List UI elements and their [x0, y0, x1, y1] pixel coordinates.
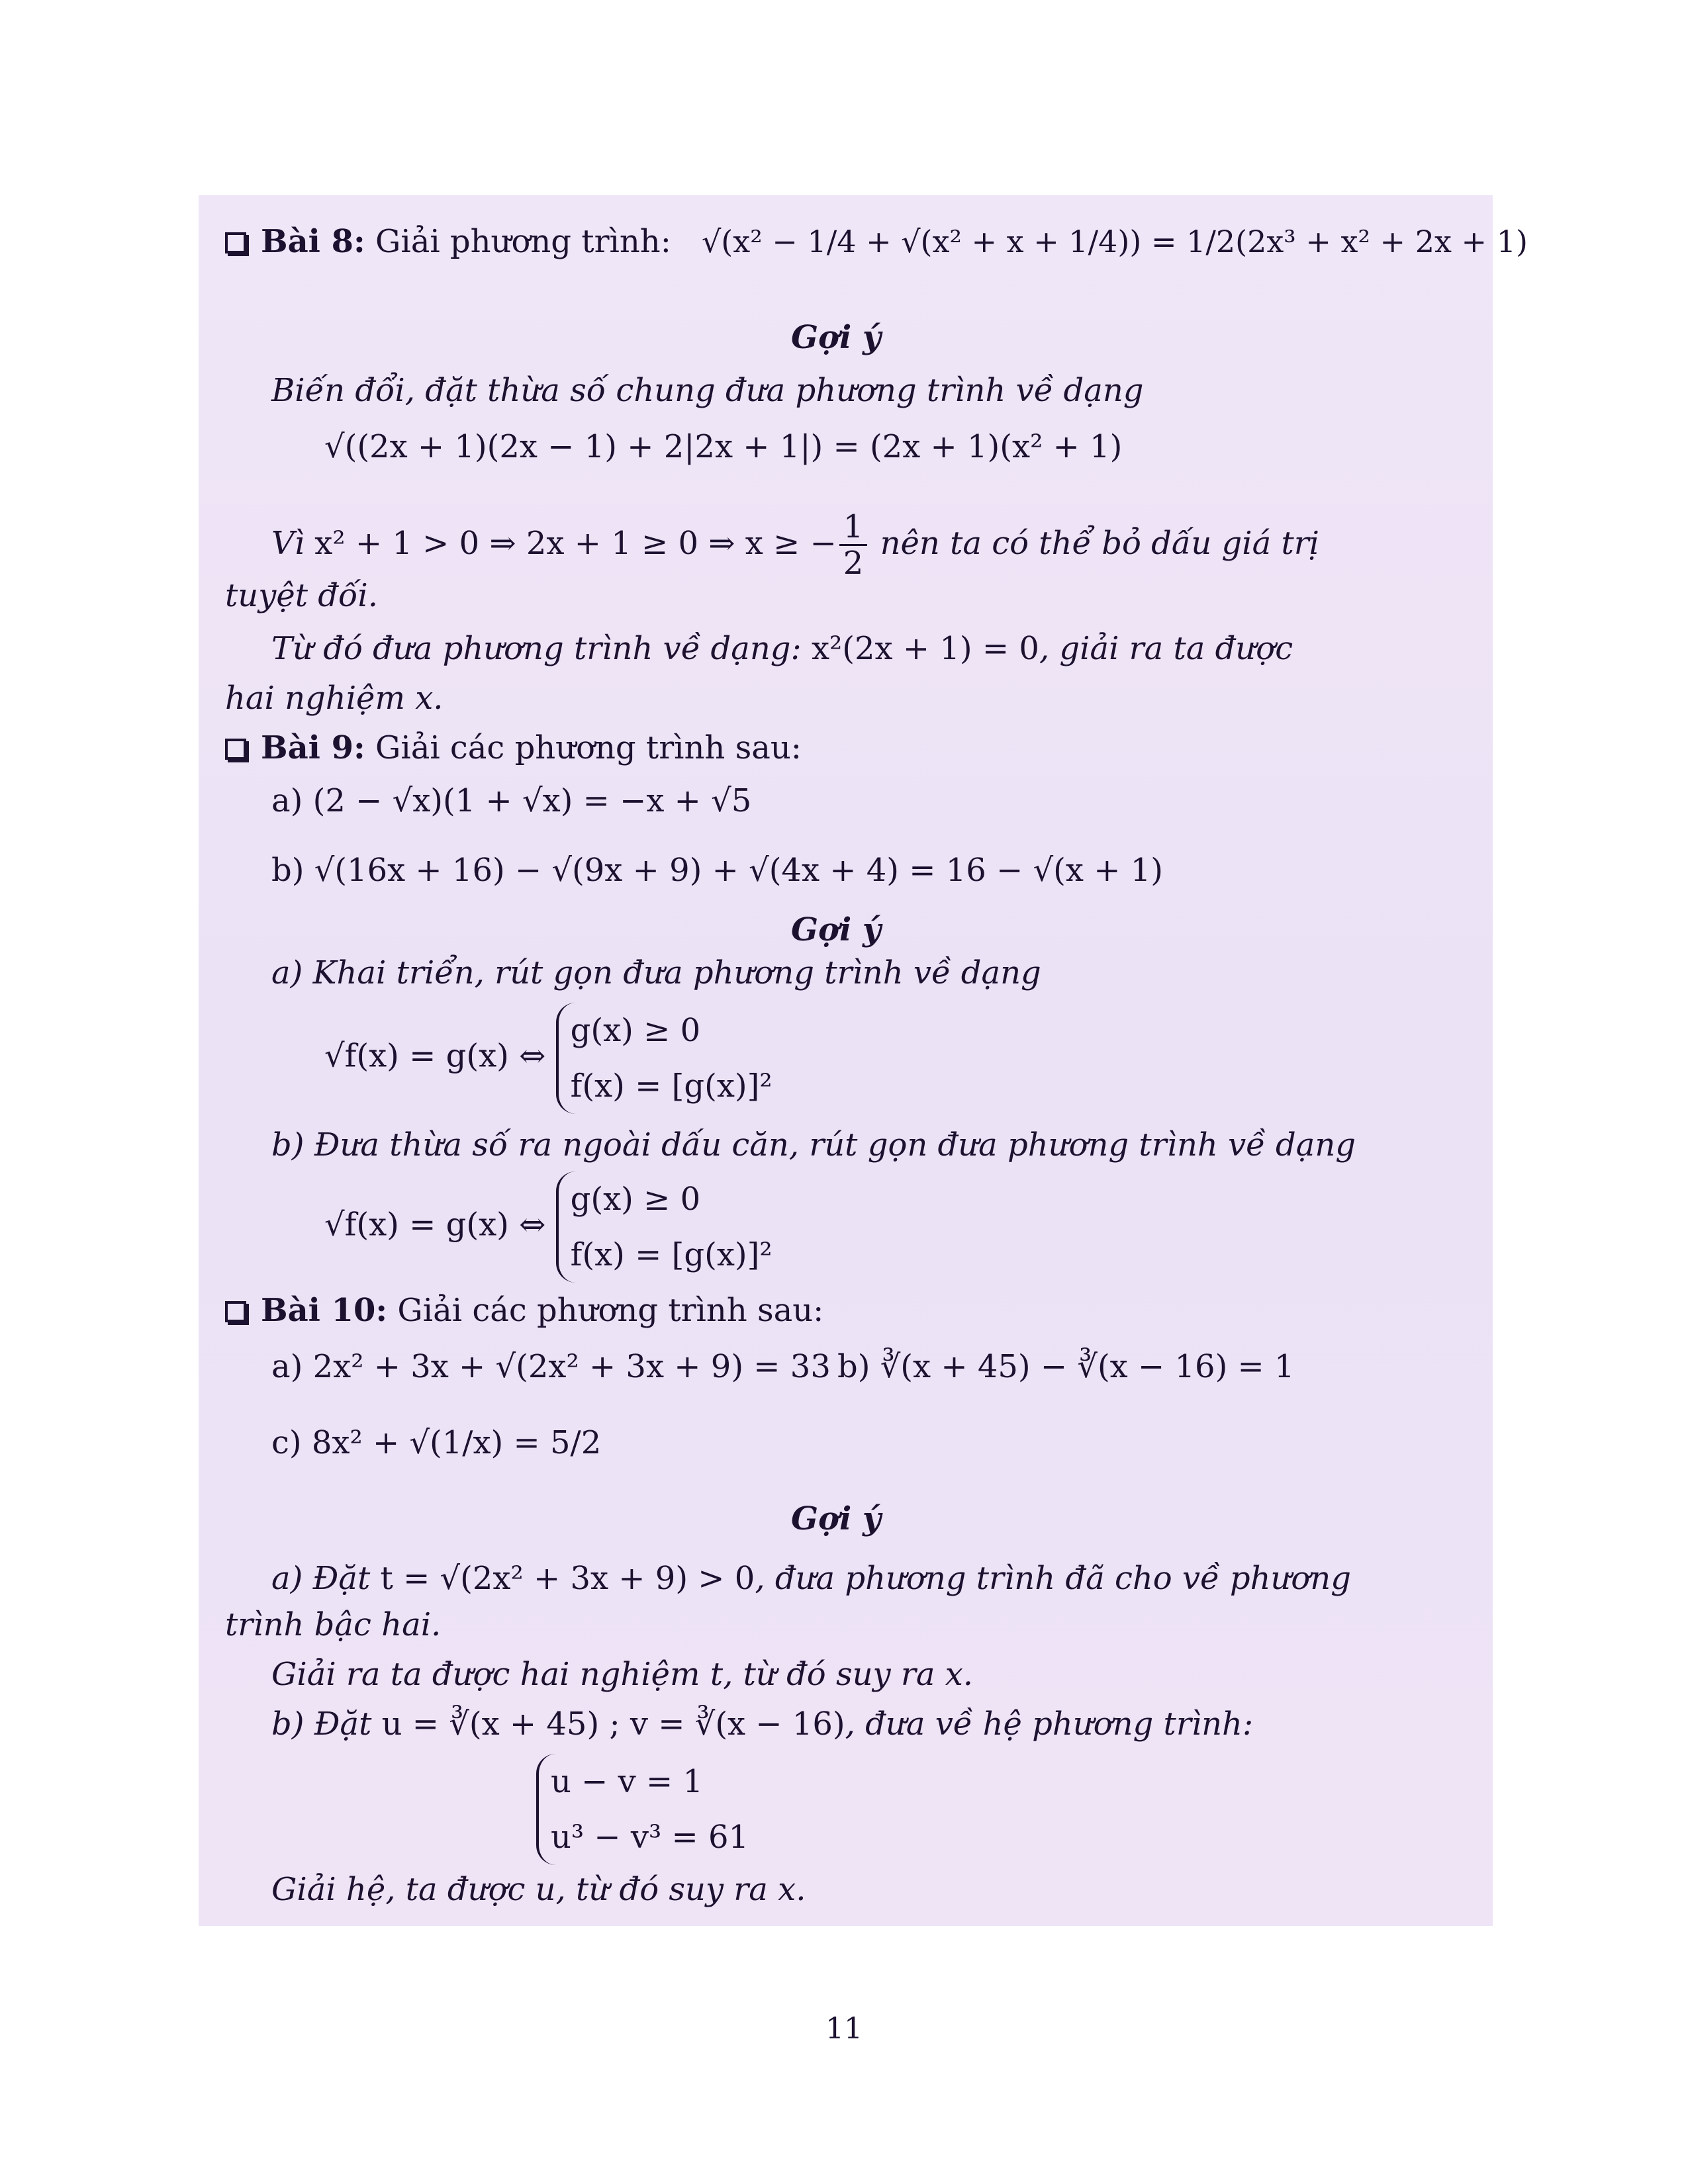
- bai9-title: Bài 9:: [261, 729, 365, 766]
- half-fraction: $\frac{1}{2}$: [839, 510, 868, 580]
- sysb-line1: u − v = 1: [551, 1763, 704, 1800]
- sys-line2: f(x) = [g(x)]²: [570, 1068, 773, 1105]
- bai10-hint-a4: Giải ra ta được hai nghiệm t, từ đó suy ra x.: [271, 1656, 974, 1693]
- sys-lhs: √f(x) = g(x) ⇔: [324, 1206, 546, 1244]
- bai10-hint-a3: trình bậc hai.: [225, 1606, 442, 1643]
- bai8-hint2b: nên ta có thể bỏ dấu giá trị: [880, 525, 1320, 562]
- bai10-hint-b2: , đưa về hệ phương trình:: [845, 1706, 1254, 1743]
- sys-lhs: √f(x) = g(x) ⇔: [324, 1037, 546, 1075]
- page-number: 11: [825, 2012, 863, 2046]
- goi-y-heading-3: Gợi ý: [791, 1500, 881, 1537]
- sys-brace: [536, 1754, 749, 1865]
- bai8-hint3c: hai nghiệm x.: [225, 680, 444, 717]
- bai8-hint2-line: [271, 510, 1319, 580]
- bai8-hint3b: , giải ra ta được: [1039, 630, 1293, 667]
- bai8-hint1: Biến đổi, đặt thừa số chung đưa phương trình về dạng: [271, 372, 1144, 409]
- goi-y-heading-2: Gợi ý: [791, 911, 881, 948]
- sys-brace: [556, 1003, 773, 1114]
- bai9-hint-a: a) Khai triển, rút gọn đưa phương trình về dạng: [271, 954, 1041, 991]
- bai10-system-uv: [536, 1754, 749, 1865]
- sys-brace: [556, 1171, 773, 1283]
- checkbox-bullet-icon: [225, 1301, 246, 1322]
- bai8-title: Bài 8:: [261, 223, 365, 260]
- bai10-hint-b-line: [271, 1704, 1253, 1744]
- bai8-hint2c: tuyệt đối.: [225, 577, 378, 614]
- bai8-line: [225, 222, 671, 261]
- sys-line1: g(x) ≥ 0: [570, 1012, 701, 1049]
- bai10-line: [225, 1291, 823, 1330]
- bai9-hint-b: b) Đưa thừa số ra ngoài dấu căn, rút gọn đưa phương trình về dạng: [271, 1126, 1356, 1163]
- bai9-system-b: [324, 1171, 773, 1283]
- bai10-hint-a2: , đưa phương trình đã cho về phương: [755, 1560, 1351, 1597]
- bai10-text: Giải các phương trình sau:: [397, 1292, 824, 1329]
- bai8-cond: x² + 1 > 0 ⇒ 2x + 1 ≥ 0 ⇒ x ≥ −: [314, 525, 837, 562]
- bai9-line: [225, 728, 802, 768]
- bai9-b: b) √(16x + 16) − √(9x + 9) + √(4x + 4) = 16 − √(x + 1): [271, 852, 1163, 889]
- bai10-a: a) 2x² + 3x + √(2x² + 3x + 9) = 33: [271, 1348, 831, 1385]
- bai9-a: a) (2 − √x)(1 + √x) = −x + √5: [271, 782, 752, 819]
- bai10-title: Bài 10:: [261, 1292, 388, 1329]
- bai8-hint3-line: [271, 629, 1293, 668]
- goi-y-heading-1: Gợi ý: [791, 319, 881, 356]
- bai10-hint-a-line: [271, 1559, 1351, 1598]
- bai10-hint-a1: a) Đặt: [271, 1560, 371, 1597]
- bai8-form1: √((2x + 1)(2x − 1) + 2|2x + 1|) = (2x + 1)(x² + 1): [324, 428, 1123, 465]
- bai8-hint3a: Từ đó đưa phương trình về dạng:: [271, 630, 802, 667]
- bai10-c: c) 8x² + √(1/x) = 5/2: [271, 1424, 602, 1461]
- bai10-b: b) ∛(x + 45) − ∛(x − 16) = 1: [837, 1348, 1295, 1385]
- sysb-line2: u³ − v³ = 61: [551, 1819, 749, 1856]
- bai10-hint-b1: b) Đặt: [271, 1706, 372, 1743]
- bai9-system-a: [324, 1003, 773, 1114]
- bai8-hint2a: Vì: [271, 525, 305, 562]
- bai8-text: Giải phương trình:: [375, 223, 671, 260]
- bai8-equation: √(x² − 1/4 + √(x² + x + 1/4)) = 1/2(2x³ + x² + 2x + 1): [702, 224, 1528, 259]
- checkbox-bullet-icon: [225, 739, 246, 760]
- sys-line1: g(x) ≥ 0: [570, 1181, 701, 1218]
- sys-line2: f(x) = [g(x)]²: [570, 1236, 773, 1273]
- bai9-text: Giải các phương trình sau:: [375, 729, 802, 766]
- bai10-t-def: t = √(2x² + 3x + 9) > 0: [380, 1560, 755, 1597]
- bai10-uv-def: u = ∛(x + 45) ; v = ∛(x − 16): [381, 1706, 845, 1743]
- bai10-hint-b3: Giải hệ, ta được u, từ đó suy ra x.: [271, 1871, 806, 1908]
- checkbox-bullet-icon: [225, 232, 246, 253]
- bai8-form3: x²(2x + 1) = 0: [811, 630, 1039, 667]
